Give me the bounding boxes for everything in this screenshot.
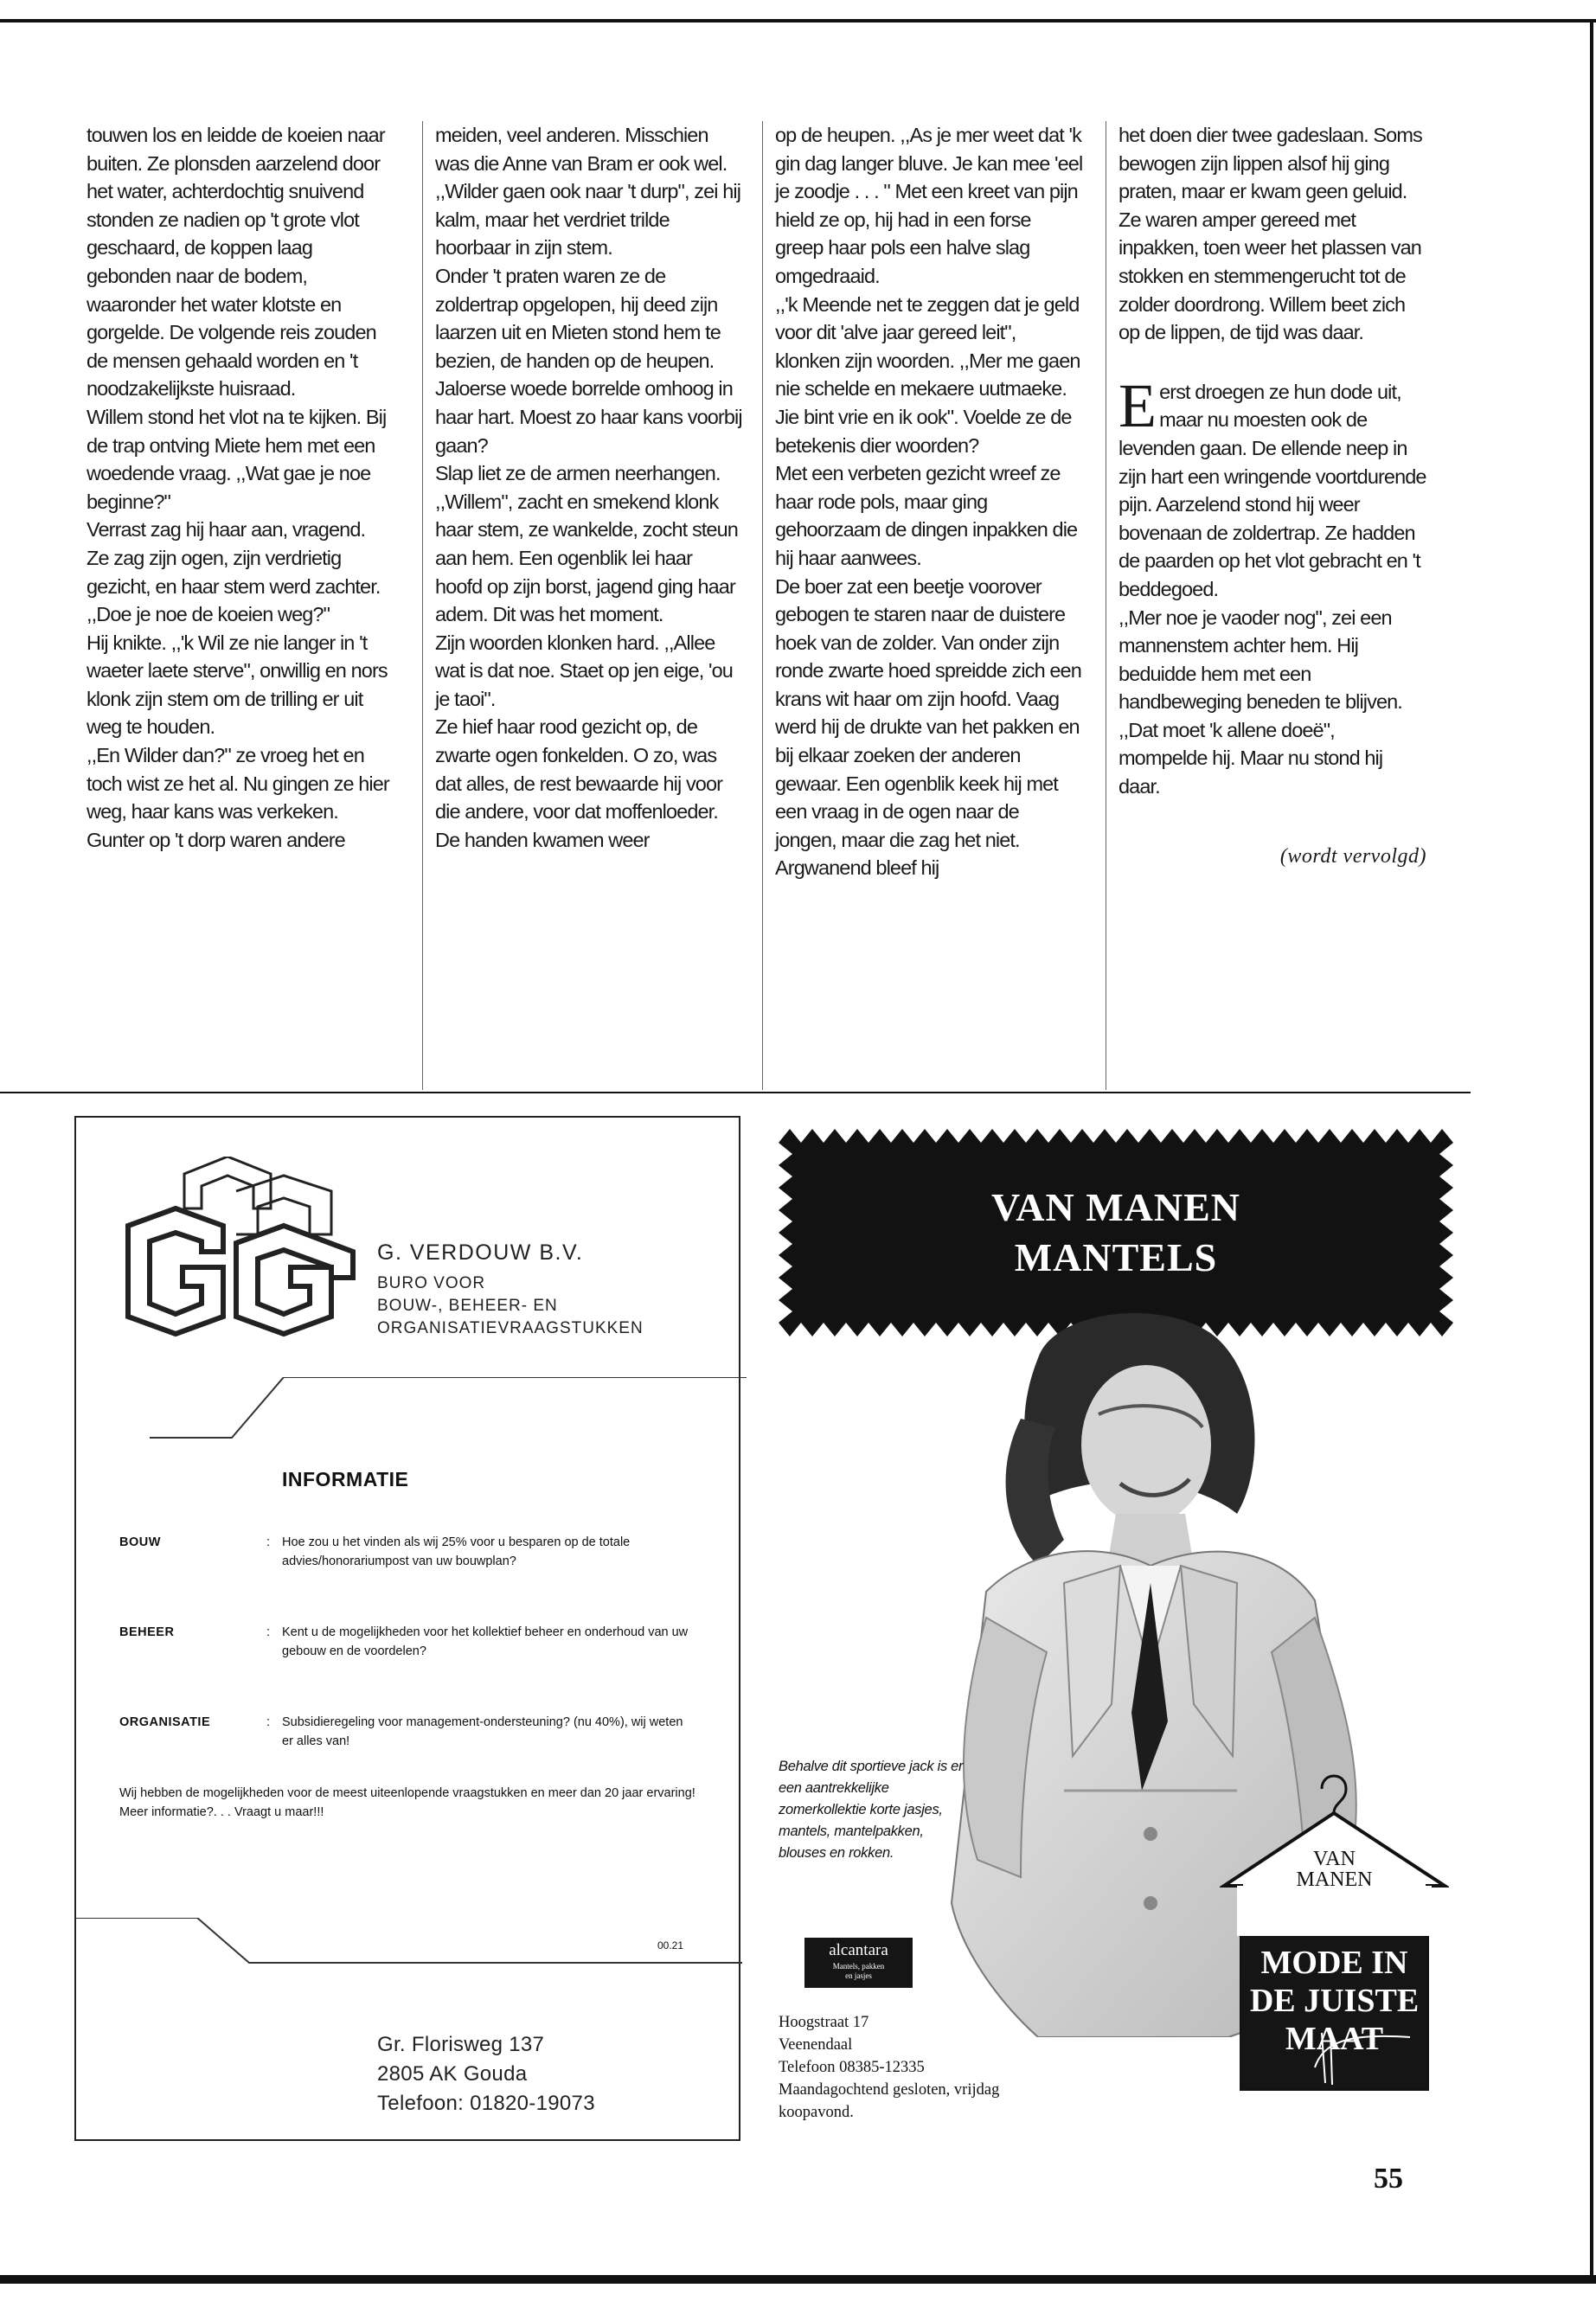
house-slogan (1220, 1944, 1449, 2058)
buro-line: BOUW-, BEHEER- EN (377, 1297, 558, 1315)
address-line: Telefoon 08385-12335 (779, 2059, 925, 2076)
address-line: Hoogstraat 17 (779, 2014, 869, 2031)
collection-description: Behalve dit sportieve jack is er een aantrekkelijke zomerkollektie korte jasjes, mantels, mantelpakken, blouses en rokken. (779, 1759, 964, 1861)
gg-logo-icon (124, 1157, 362, 1347)
story-column-2 (435, 121, 743, 854)
story-paragraph: ,,Willem", zacht en smekend klonk haar stem, ze wankelde, zocht steun aan hem. Een ogenblik lei haar hoofd op zijn borst, jagend ging haar adem. Dit was het moment. (435, 490, 738, 626)
story-paragraph: Zijn woorden klonken hard. ,,Allee wat is dat noe. Staet op jen eige, 'ou je taoi". (435, 631, 733, 710)
story-paragraph: Willem stond het vlot na te kijken. Bij de trap ontving Miete hem met een woedende vraag. ,,Wat gae je noe beginne?" (87, 405, 387, 513)
info-colon: : (266, 1535, 271, 1549)
story-paragraph: touwen los en leidde de koeien naar buiten. Ze plonsden aarzelend door het water, achterdochtig snuivend stonden ze nadien op 't grote vlot geschaard, de koppen laag gebonden naar de bodem, waaronder het water klotste en gorgelde. De volgende reis zouden de mensen gehaald worden en 't noodzakelijkste huisraad. (87, 124, 385, 401)
closing-line: Meer informatie?. . . Vraagt u maar!!! (119, 1805, 324, 1819)
address-line: Veenendaal (779, 2036, 853, 2054)
footer-underline (76, 1918, 742, 1970)
banner-title (779, 1183, 1453, 1283)
story-paragraph: Met een verbeten gezicht wreef ze haar rode pols, maar ging gehoorzaam de dingen inpakken die hij haar aanwees. (775, 462, 1078, 569)
verdouw-header (377, 1240, 644, 1340)
address-line: 2805 AK Gouda (377, 2062, 528, 2086)
alcantara-subline (806, 1962, 911, 1981)
alcantara-logo (804, 1938, 913, 1988)
story-divider (0, 1092, 1471, 1093)
story-text: erst droegen ze hun dode uit, maar nu moesten ook de levenden gaan. De ellende neep in zijn hart een wringende voortdurende pijn. Aarzelend stond hij weer bovenaan de zoldertrap. Ze hadden de paarden op het vlot gebracht en 't beddegoed. (1118, 380, 1426, 600)
house-roof-label (1220, 1849, 1449, 1890)
address-line: Maandagochtend gesloten, vrijdag koopavond. (779, 2081, 1000, 2121)
info-label: ORGANISATIE (119, 1715, 211, 1729)
story-paragraph: Slap liet ze de armen neerhangen. (435, 462, 721, 485)
story-paragraph: het doen dier twee gadeslaan. Soms bewogen zijn lippen alsof hij ging praten, maar er kwam geen geluid. Ze waren amper gereed met inpakken, toen weer het plassen van stokken en stemmengerucht tot de zolder doordrong. Willem beet zich op de lippen, de tijd was daar. (1118, 124, 1422, 344)
buro-line: ORGANISATIEVRAAGSTUKKEN (377, 1319, 644, 1337)
drop-cap: E (1118, 370, 1157, 440)
info-label: BOUW (119, 1535, 161, 1549)
info-text: Kent u de mogelijkheden voor het kollektief beheer en onderhoud van uw gebouw en de voordelen? (282, 1625, 689, 1658)
story-column-3 (775, 121, 1083, 882)
page-number: 55 (1374, 2163, 1403, 2195)
story-paragraph: werd hij de drukte van het pakken en bij elkaar zoeken der anderen gewaar. Een ogenblik keek hij met een vraag in de ogen naar de jongen, maar die zag het niet. Argwanend bleef hij (775, 715, 1080, 880)
company-name: G. VERDOUW B.V. (377, 1240, 584, 1265)
story-paragraph: De handen kwamen weer (435, 828, 650, 851)
top-border (0, 19, 1596, 22)
banner-line: VAN MANEN (991, 1185, 1240, 1229)
header-underline (150, 1377, 816, 1442)
banner-line: MANTELS (1014, 1235, 1218, 1279)
continued-note: (wordt vervolgd) (1279, 844, 1426, 868)
story-paragraph: De boer zat een beetje voorover gebogen te staren naar de duistere hoek van de zolder. Van onder zijn ronde zwarte hoed spreidde zich een krans wit haar om zijn hoofd. Vaag (775, 574, 1081, 710)
roof-line: MANEN (1296, 1868, 1373, 1891)
verdouw-advertisement (74, 1116, 740, 2141)
story-column-1 (87, 121, 394, 854)
right-border (1590, 19, 1593, 2284)
story-paragraph: op de heupen. ,,As je mer weet dat 'k gin dag langer bluve. Je kan mee 'eel je zoodje . . . " Met een kreet van pijn hield ze op, hij had in een forse greep haar pols een halve slag omgedraaid. (775, 124, 1083, 287)
alcantara-sub-line: Mantels, pakken (832, 1962, 885, 1971)
info-label: BEHEER (119, 1625, 175, 1639)
verdouw-address (377, 2030, 595, 2118)
closing-line: Wij hebben de mogelijkheden voor de meest uiteenlopende vraagstukken en meer dan 20 jaar ervaring! (119, 1786, 695, 1800)
story-paragraph: ,,En Wilder dan?" ze vroeg het en toch wist ze het al. Nu gingen ze hier weg, haar kans was verkeken. Gunter op 't dorp waren andere (87, 744, 389, 851)
buro-line: BURO VOOR (377, 1274, 486, 1292)
story-paragraph: Hij knikte. ,,'k Wil ze nie langer in 't waeter laete sterve", onwillig en nors klonk zijn stem om de trilling er uit weg te houden. (87, 631, 388, 739)
story-paragraph: meiden, veel anderen. Misschien was die Anne van Bram er ook wel. (435, 124, 727, 175)
info-title: INFORMATIE (282, 1468, 409, 1490)
story-paragraph: Ze zag zijn ogen, zijn verdrietig gezicht, en haar stem werd zachter. ,,Doe je noe de koeien weg?" (87, 546, 381, 626)
van-manen-address (779, 2011, 1003, 2124)
story-paragraph: Onder 't praten waren ze de zoldertrap opgelopen, hij deed zijn laarzen uit en Mieten stond hem te bezien, de handen op de heupen. Jaloerse woede borrelde omhoog in haar hart. Moest zo haar kans voorbij gaan? (435, 264, 742, 457)
slogan-line: MODE IN (1260, 1945, 1408, 1981)
info-colon: : (266, 1625, 271, 1639)
story-paragraph: ,,'k Meende net te zeggen dat je geld voor dit 'alve jaar gereed leit", klonken zijn woorden. ,,Mer me gaen nie schelde en mekaere uutmaeke. Jie bint vrie en ik ook". Voelde ze de betekenis dier woorden? (775, 292, 1080, 457)
alcantara-name: alcantara (829, 1941, 888, 1959)
column-divider (422, 121, 423, 1090)
info-text: Hoe zou u het vinden als wij 25% voor u besparen op de totale advies/honorariumpost van uw bouwplan? (282, 1535, 631, 1568)
story-paragraph: ,,Wilder gaen ook naar 't durp", zei hij kalm, maar het verdriet trilde hoorbaar in zijn stem. (435, 180, 741, 260)
address-line: Telefoon: 01820-19073 (377, 2092, 595, 2115)
slogan-line: DE JUISTE (1249, 1983, 1420, 2019)
story-paragraph: ,,Dat moet 'k allene doeë", mompelde hij. Maar nu stond hij daar. (1118, 718, 1383, 798)
story-paragraph: Ze hief haar rood gezicht op, de zwarte ogen fonkelden. O zo, was dat alles, de rest bewaarde hij voor die andere, voor dat moffenloeder. (435, 715, 723, 824)
slogan-line: MAAT (1285, 2021, 1384, 2057)
address-line: Gr. Florisweg 137 (377, 2033, 545, 2056)
story-paragraph: ,,Mer noe je vaoder nog", zei een mannenstem achter hem. Hij beduidde hem met een handbeweging beneden te blijven. (1118, 606, 1402, 714)
ad-code: 00.21 (657, 1939, 684, 1952)
info-text: Subsidieregeling voor management-ondersteuning? (nu 40%), wij weten er alles van! (282, 1715, 683, 1748)
story-paragraph: Verrast zag hij haar aan, vragend. (87, 518, 366, 542)
column-divider (762, 121, 763, 1090)
alcantara-sub-line: en jasjes (845, 1971, 872, 1980)
roof-line: VAN (1313, 1848, 1356, 1870)
bottom-border (0, 2275, 1596, 2284)
van-manen-advertisement (779, 1129, 1453, 2150)
story-paragraph (1118, 370, 1426, 604)
story-column-4 (1118, 121, 1426, 870)
verdouw-closing (119, 1784, 708, 1822)
info-colon: : (266, 1715, 271, 1729)
